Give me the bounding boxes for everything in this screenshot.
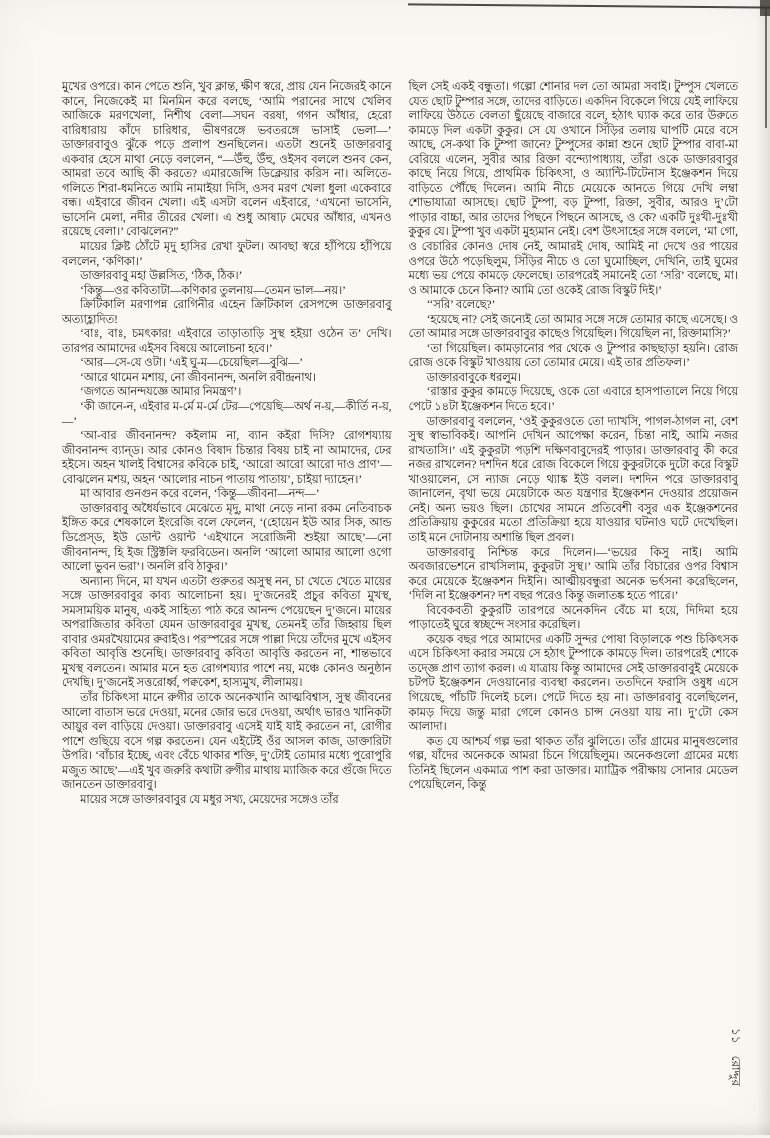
paragraph: মা আবার গুনগুন করে বলেন, ‘কিন্তু—জীবনা—নন্দ—’ [80,488,320,501]
paragraph: অন্যান্য দিনে, মা যখন এতটা গুরুতর অসুস্থ নন, চা খেতে খেতে মায়ের সঙ্গে ডাক্তারবাবুর কাব্য আলোচনা হয়। দু’জনেরই প্রচুর কবিতা মুখস্থ, সমসাময়িক মানুষ, একই সাহিত্য পাঠ করে আনন্দ পেয়েছেন দু’জনে। মায়ের অপরাজিতার কবিতা যেমন ডাক্তারবাবুর মুখস্থ, তেমনই তাঁর জিহ্বায় ছিল বাবার ওমরখৈয়ামের রুবাইও। পরস্পরের সঙ্গে পাল্লা দিয়ে তাঁদের মুখে এইসব কবিতা আবৃত্তি শুনেছি। ডাক্তারবাবু কবিতা আবৃত্তি করতেন না, শান্তভাবে মুখস্থ বলতেন। আমার মনে হত রোগশয্যার পাশে নয়, মঞ্চে কোনও অনুষ্ঠান দেখছি। দু’জনেই সত্তরোর্ধ্ব, পক্বকেশ, হাস্যমুখ, লীলাময়। [62,575,392,690]
paragraph: ‘বাঃ, বাঃ, চমৎকার! এইবারে তাড়াতাড়ি সুস্থ হইয়া ওঠেন ত’ দেখি। তারপর আমাদের এইসব বিষয়ে আলোচনা হবে।’ [62,328,392,355]
paragraph: ‘আ-বার জীবনানন্দ? কইলাম না, ব্যান কইরা দিসি? রোগশয্যায় জীবনানন্দ ব্যান্‌ড। আর কোনও বিষাদ চিন্তার বিষয় চাই না আমাদের, ঢের হইসে। অহন খালই বিশ্বাসের কবিকে চাই, ‘আরো আরো আরো দাও প্রাণ’—বোঝলেন মশয়, অহন ‘আলোর নাচন পাতায় পাতায়’, চাইয়া দ্যাহেন।’ [62,430,392,486]
paragraph: ‘রাস্তার কুকুর কামড়ে দিয়েছে, ওকে তো এবারে হাসপাতালে নিয়ে গিয়ে পেটে ১৪টা ইঞ্জেকশন দিতে হবে।’ [408,386,738,414]
paragraph: ‘‘সরি’ বলেছে?’ [426,299,496,312]
paragraph: ‘আর—সে-যে ওটা। ‘এই ঘু-ম—চেয়েছিল—বুঝি—’ [80,357,304,370]
paragraph: ডাক্তারবাবুকে ধরলুম। [426,371,522,384]
paragraph: ‘কী জানে-ন, এইবার ম-র্মে ম-র্মে টের—পেয়েছি—অর্থ ন-য়,—কীর্তি ন-য়,—’ [62,401,392,428]
paragraph: ডাক্তারবাবু বললেন, ‘ওই কুকুরওতে তো দ্যাখসি, পাগল-ঠাগল না, বেশ সুস্থ স্বাভাবিকই। আপনি দেখিন আপেক্ষা করেন, চিন্তা নাই, আমি নজর রাখতাসি।’ এই কুকুরটা পড়শি দক্ষিণবাবুদেরই পাড়ার। ডাক্তারবাবু কী করে নজর রাখলেন? দশদিন ধরে রোজ বিকেলে গিয়ে কুকুরটাকে দুটো করে বিস্কুট খাওয়ালেন, সে ন্যাজ নেড়ে থ্যাঙ্ক ইউ বলল। দশদিন পরে ডাক্তারবাবু জানালেন, বৃথা ভয়ে মেয়েটাকে অত যন্ত্রণার ইঞ্জেকশন দেওয়ার প্রয়োজন নেই। অন্য ভয়ও ছিল। চোখের সামনে প্রতিবেশী বসুর এক ইঞ্জেকশনের প্রতিক্রিয়ায় কুকুরের মতো প্রতিক্রিয়া হয়ে যাওয়ার ঘটনাও ঘটে দেখেছিল। তাই মনে দোটানায় অশান্তি ছিল প্রবল। [408,415,738,544]
paragraph: ‘হয়েছে না? সেই জন্যেই তো আমার সঙ্গে সঙ্গে তোমার কাছে এসেছে। ও তো আমার সঙ্গে ডাক্তারবাবুর কাছেও গিয়েছিল। গিয়েছিল না, রিক্তামাসি?’ [408,313,738,341]
paragraph: ডাক্তারবাবু অধৈর্যভাবে মেঝেতে মৃদু, মাথা নেড়ে নানা রকম নেতিবাচক ইঙ্গিত করে শেষকালে ইংরেজি বলে ফেলেন, ‘(হোয়েন ইউ আর সিক, আন্ড ডিপ্রেস্ড, ইউ ডোন্ট ওয়ান্ট ‘এইখানে সরোজিনী শুইয়া আছে’—নো জীবনানন্দ, হি ইজ স্ট্রিক্টলি ফরবিডেন। অনলি ‘আলো আমার আলো ওগো আলো ভুবন ভরা’। অনলি রবি ঠাকুর।’ [62,502,392,574]
paragraph: কত যে আশ্চর্য গল্প ভরা থাকত তাঁর ঝুলিতে। তাঁর গ্রামের মানুষগুলোর গল্প, যাঁদের অনেককে আমরা চিনে গিয়েছিলুম। অনেকগুলো গ্রামের মধ্যে তিনিই ছিলেন একমাত্র পাশ করা ডাক্তার। ম্যাট্রিক পরীক্ষায় সোনার মেডেল পেয়েছিলেন, কিন্তু [408,735,738,792]
paragraph: ‘কিন্তু—ওর কবিতাটা—কণিকার তুলনায়—তেমন ভাল—নয়।’ [80,284,346,297]
scan-shadow-bottom-edge [0,1121,770,1135]
margin-strip [724,1028,744,1138]
paragraph: ডাক্তারবাবু মহা উল্লসিত, ‘ঠিক, ঠিক।’ [80,270,243,283]
scan-artifact-top-line [408,3,770,8]
page-number: ১১ [729,1028,743,1044]
text-block [62,80,738,807]
paragraph: বিবেকবতী কুকুরটি তারপরে অনেকদিন বেঁচে মা হয়ে, দিদিমা হয়ে পাড়াতেই ঘুরে স্বচ্ছন্দে সংসার করেছিল। [408,604,738,632]
left-column [62,80,392,807]
paragraph: মুখের ওপরে। কান পেতে শুনি, খুব ক্লান্ত, ক্ষীণ স্বরে, প্রায় যেন নিজেরই কানে কানে, নিজেকেই মা মিনমিন করে বলছে, ‘আমি পরানের সাথে খেলিব আজিকে মরণখেলা, নিশীথ বেলা—সঘন বরষা, গগন আঁধার, হেরো বারিধারায় কাঁদে চারিধার, ভীষণরঙ্গে ভবতরঙ্গে ভাসাই ভেলা—’ ডাক্তারবাবুও ঝুঁকে পড়ে প্রলাপ শুনছিলেন। এতটা শুনেই ডাক্তারবাবু একবার হেসে মাথা নেড়ে বললেন, “—উঁহু, উঁহু, ওইসব বললে শুনব কেন, আমরা তবে আছি কী করতে? এমারজেন্সি ডিক্লেয়ার করিস না। অলিতে-গলিতে শিরা-ধমনিতে আমি নামাইয়া দিসি, ওসব মরণ খেলা ধুলা একেবারে বন্ধ। এইবারে জীবন খেলা। এই এসটা বলেন এইবারে, ‘এখনো ভাসেনি, ভাসেনি মেলা, নদীর তীরের খেলা। এ শুধু আষাঢ় মেঘের আঁধার, এখনও রয়েছে বেলা।’ বোঝলেন?” [62,81,392,239]
margin-title: রোদ্দুর [729,1055,743,1087]
paragraph: ক্রিটিকালি মরণাপন্ন রোগিনীর এহেন ক্রিটিকাল রেসপন্সে ডাক্তারবাবু অত্যাহ্লাদিত! [62,299,392,326]
paragraph: কয়েক বছর পরে আমাদের একটি সুন্দর পোষা বিড়ালকে পশু চিকিৎসক এসে চিকিৎসা করার সময়ে সে হঠাৎ টুম্পাকে কামড়ে দিল। তারপরেই শোকে তদ্জ্ঞে প্রাণ ত্যাগ করল। এ যাত্রায় কিন্তু আমাদের সেই ডাক্তারবাবুই মেয়েকে চটপট ইঞ্জেকশন দেওয়ানোর ব্যবস্থা করলেন। ততদিনে ফরাসি ওষুধ এসে গিয়েছে, পাঁচটি দিলেই চলে। পেটে দিতে হয় না। ডাক্তারবাবু বলেছিলেন, কামড় দিয়ে জন্তু মারা গেলে কোনও চান্স নেওয়া যায় না। দু’টো কেস আলাদা। [408,633,738,734]
right-column [409,80,739,807]
paragraph: তাঁর চিকিৎসা মানে রুগীর তাকে অনেকখানি আত্মবিশ্বাস, সুস্থ জীবনের আলো বাতাস ভরে দেওয়া, মনের জোর ভরে দেওয়া, অর্থাৎ ভারও খানিকটা আয়ুর বল বাড়িয়ে দেওয়া। ডাক্তারবাবু এসেই যাই যাই করতেন না, রোগীর পাশে গুছিয়ে বসে গল্প করতেন। যেন এইটেই ওঁর আসল কাজ, ডাক্তারিটা উপরি। ‘বাঁচার ইচ্ছে, এবং বেঁচে থাকার শক্তি, দু’টোই তোমার মধ্যে পুরোপুরি মজুত আছে’—এই খুব জরুরি কথাটা রুগীর মাথায় ম্যাজিক করে গুঁজে দিতে জানতেন ডাক্তারবাবু। [62,691,392,792]
paragraph: ছিল সেই একই বন্ধুতা। গল্পো শোনার দল তো আমরা সবাই। টুম্পুস খেলতে যেত ছোট টুম্পার সঙ্গে, তাদের বাড়িতে। একদিন বিকেলে গিয়ে যেই লাফিয়ে লাফিয়ে উঠতে বেলতা ছুঁয়েছে বাজারে বলে, হঠাৎ ঘ্যাক করে তার উরুতে কামড়ে দিল একটা কুকুর। সে যে ওখানে সিঁড়ির তলায় ঘাপটি মেরে বসে আছে, সে-কথা কি টুম্পা জানে? টুম্পুসের কান্না শুনে ছোট টুম্পার বাবা-মা বেরিয়ে এলেন, সুবীর আর রিক্তা বন্দ্যোপাধ্যায়, তাঁরা ওকে ডাক্তারবাবুর কাছে নিয়ে গিয়ে, প্রাথমিক চিকিৎসা, ও অ্যান্টি-টিটেনাস ইঞ্জেকশন দিয়ে বাড়িতে পৌঁছে দিলেন। আমি নীচে মেয়েকে আনতে গিয়ে দেখি লম্বা শোভাযাত্রা আসছে। ছোট টুম্পা, বড় টুম্পা, রিক্তা, সুবীর, আরও দু’টো পাড়ার বাচ্চা, আর তাদের পিছনে পিছনে আসছে, ও কে? একটি দুঃখী-দুঃখী কুকুর যে। টুম্পা খুব একটা মুহ্যমান নেই। বেশ উৎসাহের সঙ্গে বললে, ‘মা গো, ও বেচারির কোনও দোষ নেই, আমারই দোষ, আমিই না দেখে ওর পায়ের ওপরে উঠে পড়েছিলুম, সিঁড়ির নীচে ও তো ঘুমোচ্ছিল, দেখিনি, তাই ঘুমের মধ্যে ভয় পেয়ে কামড়ে ফেলেছে। তারপরেই সমানেই তো ‘সরি’ বলেছে, মা। ও আমাকে চেনে কিনা? আমি তো ওকেই রোজ বিস্কুট দিই।’ [408,81,738,297]
paragraph: ‘জগতে আনন্দযজ্ঞে আমার নিমন্ত্রণ’। [80,386,242,399]
scan-shadow-right-edge [756,0,770,1135]
paragraph: মায়ের ক্লিষ্ট ঠোঁটে মৃদু হাসির রেখা ফুটল। আবছা স্বরে হাঁপিয়ে হাঁপিয়ে বললেন, ‘কণিকা।’ [62,241,392,268]
paragraph: ‘তা গিয়েছিল। কামড়ানোর পর থেকে ও টুম্পার কাছছাড়া হয়নি। রোজ রোজ ওকে বিস্কুট খাওয়ায় তো তোমার মেয়ে। এই তার প্রতিফল।’ [408,342,738,370]
paragraph: ডাক্তারবাবু নিশ্চিন্ত করে দিলেন।—‘ভয়ের কিসু নাই। আমি অবজারভেশনে রাখসিলাম, কুকুরটা সুস্থ।’ আমি তাঁর বিচারের ওপর বিশ্বাস করে মেয়েকে ইঞ্জেকশন দিইনি। আত্মীয়বন্ধুরা অনেক ভর্ৎসনা করেছিলেন, ‘দিলি না ইঞ্জেকশন? দশ বছর পরেও কিন্তু জলাতঙ্ক হতে পারে।’ [408,546,738,603]
paragraph: মায়ের সঙ্গে ডাক্তারবাবুর যে মধুর সখ্য, মেয়েদের সঙ্গেও তাঁর [80,793,339,806]
paragraph: ‘আরে থামেন মশায়, নো জীবনানন্দ, অনলি রবীন্দ্রনাথ। [80,371,316,384]
